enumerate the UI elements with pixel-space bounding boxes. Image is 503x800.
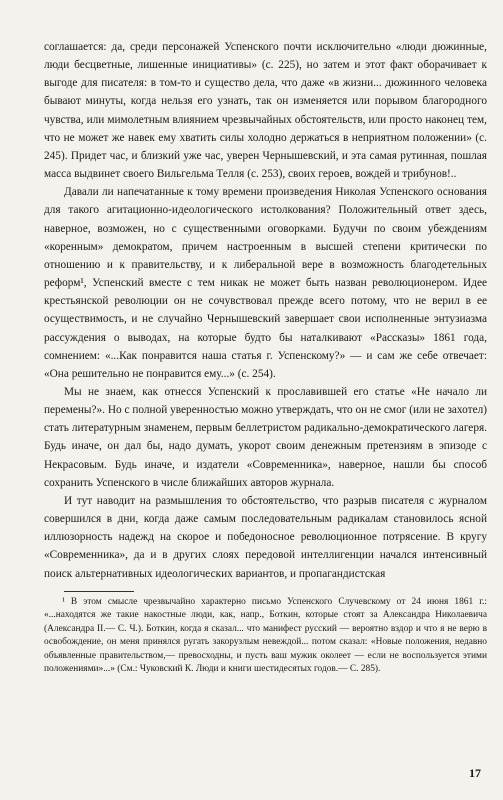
paragraph-3: Мы не знаем, как отнесся Успенский к прославившей его статье «Не начало ли перемены?». Но с полной уверенностью можно утверждать, что он не смог (или не захотел) стать литературным знаменем, первым беллетристом радикально-демократического лагеря. Будь иначе, он дал бы, надо думать, укорот своим денежным претензиям в эпизоде с Некрасовым. Будь иначе, и издатели «Современника», наверное, нашли бы способ сохранить Успенского в числе ближайших авторов журнала. xyxy=(44,385,487,489)
paragraph-2: Давали ли напечатанные к тому времени произведения Николая Успенского основания для такого агитационно-идеологического истолкования? Положительный ответ здесь, наверное, возможен, но с существенными оговорками. Будучи по своим убеждениям «коренным» демократом, причем настроенным в высшей степени критически по отношению и к правительству, и к либеральной вере в возможность благодетельных реформ¹, Успенский вместе с тем никак не может быть назван революционером. Идее крестьянской революции он не сочувствовал прежде всего потому, что не верил в ее осуществимость, и не случайно Чернышевский завершает свои исполненные энтузиазма рассуждения о выводах, на которые будто бы наталкивают «Рассказы» 1861 года, сомнением: «...Как понравится наша статья г. Успенскому?» — и сам же себе отвечает: «Она решительно не понравится ему...» (с. 254). xyxy=(44,186,487,380)
paragraph-1: соглашается: да, среди персонажей Успенского почти исключительно «люди дюжинные, люди бесцветные, лишенные инициативы» (с. 225), но затем и этот факт оборачивает к выгоде для писателя: в том-то и существо дела, что даже «в жизни... дюжинного человека бывают минуты, когда нельзя его узнать, так он изменяется или порывом благородного чувства, или мимолетным влиянием чрезвычайных обстоятельств, или просто наконец тем, что не может же навек ему хватить силы холодно держаться в неприятном положении» (с. 245). Придет час, и близкий уже час, уверен Чернышевский, и эта самая рутинная, пошлая масса выдвинет своего Вильгельма Телля (с. 253), своих героев, вождей и трибунов!.. xyxy=(44,41,487,181)
page-number: 17 xyxy=(469,766,481,780)
footnote: ¹ В этом смысле чрезвычайно характерно письмо Успенского Случевскому от 24 июня 1861 г.: «...находятся же такие накостные люди, как, напр., Боткин, которые стоят за Александра Николаевича (Александра II.— С. Ч.). Боткин, когда я сказал... что манифест русский — вероятно вздор и что я не верю в освобождение, он меня принялся ругать закорузлым невеждой... потом сказал: «Новые положения, недавно объявленные правительством,— превосходны, и пусть ваш мужик околеет — если не воспользуется этими положениями»...» (См.: Чуковский К. Люди и книги шестидесятых годов.— С. 285). xyxy=(44,596,487,675)
paragraph-4: И тут наводит на размышления то обстоятельство, что разрыв писателя с журналом совершился в дни, когда даже самым последовательным радикалам становилось ясной иллюзорность надежд на скорое и победоносное революционное потрясение. В кругу «Современника», да и в других слоях передовой интеллигенции начался интенсивный поиск альтернативных идеологических вариантов, и пропагандистская xyxy=(44,494,487,580)
page-body xyxy=(44,38,487,677)
footnote-separator xyxy=(64,591,134,592)
